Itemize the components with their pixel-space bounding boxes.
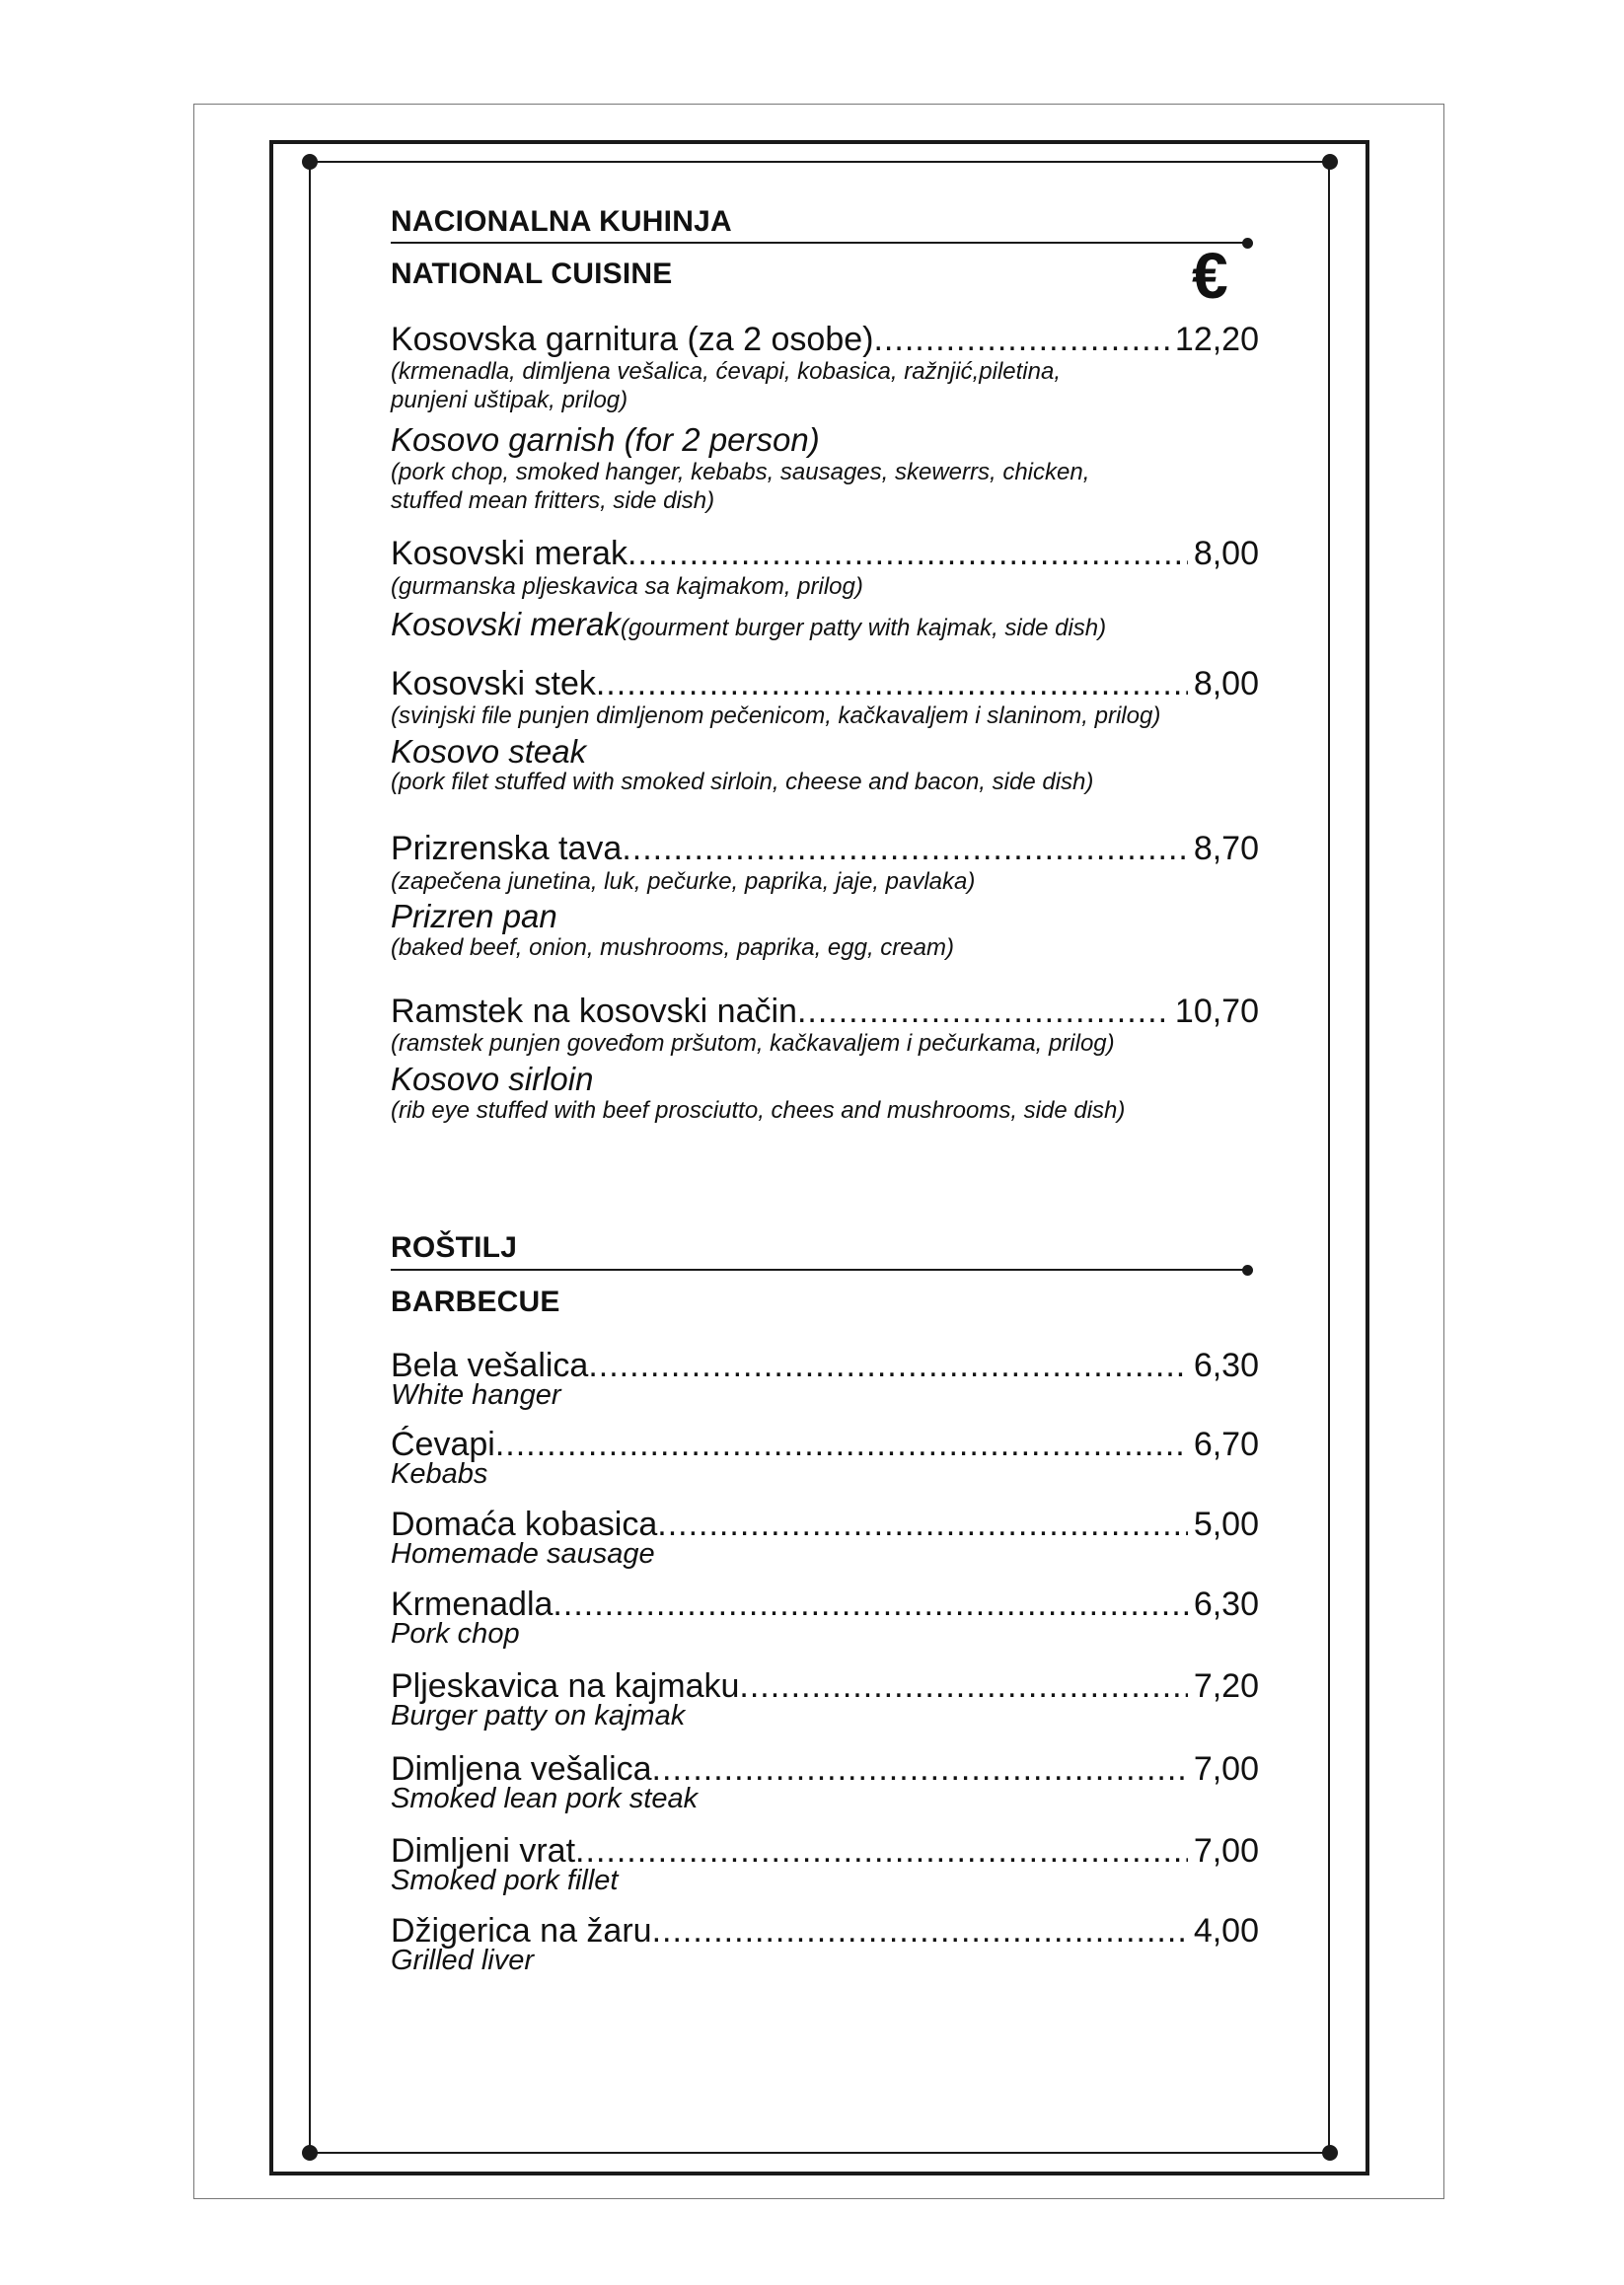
dot-leader	[627, 537, 1188, 570]
item-price: 8,00	[1193, 665, 1259, 702]
item-name: Kosovski merak	[391, 535, 627, 572]
inner-frame-bottom	[314, 2152, 1326, 2154]
item-price: 5,00	[1193, 1506, 1259, 1543]
item-name-en: Kosovo sirloin	[391, 1061, 594, 1097]
menu-item	[391, 1669, 1259, 1703]
menu-item	[391, 1834, 1259, 1868]
item-description: (krmenadla, dimljena vešalica, ćevapi, kobasica, ražnjić,piletina,	[391, 358, 1061, 385]
item-name-en-text: Kosovski merak	[391, 606, 621, 642]
dot-leader	[873, 323, 1168, 356]
section-rule-dot	[1242, 1265, 1253, 1276]
item-name-en: Prizren pan	[391, 898, 557, 934]
item-price: 10,70	[1174, 993, 1259, 1030]
section-title-national-local: NACIONALNA KUHINJA	[391, 205, 732, 238]
section-rule-national	[391, 242, 1245, 244]
corner-dot-top-left	[302, 154, 318, 170]
item-description-en: (pork filet stuffed with smoked sirloin, cheese and bacon, side dish)	[391, 769, 1094, 795]
corner-dot-bottom-left	[302, 2145, 318, 2161]
item-price: 12,20	[1174, 321, 1259, 358]
item-price: 7,20	[1193, 1667, 1259, 1705]
inner-frame-left	[309, 166, 311, 2147]
item-name-en	[391, 608, 1106, 640]
menu-item	[391, 667, 1259, 700]
menu-item	[391, 1752, 1259, 1786]
item-description: (zapečena junetina, luk, pečurke, paprika, jaje, pavlaka)	[391, 868, 976, 895]
euro-icon: €	[1192, 239, 1228, 312]
section-rule-dot	[1242, 238, 1253, 249]
dot-leader	[797, 995, 1169, 1028]
item-name: Džigerica na žaru	[391, 1912, 652, 1950]
item-description-en: (baked beef, onion, mushrooms, paprika, egg, cream)	[391, 934, 954, 961]
item-price: 7,00	[1193, 1750, 1259, 1788]
item-description: (gurmanska pljeskavica sa kajmakom, prilog)	[391, 573, 863, 600]
item-name: Krmenadla	[391, 1585, 554, 1623]
menu-item	[391, 1428, 1259, 1461]
item-name-en: Homemade sausage	[391, 1538, 655, 1570]
item-description-en: (gourment burger patty with kajmak, side dish)	[620, 615, 1107, 641]
item-description: (ramstek punjen goveđom pršutom, kačkavaljem i pečurkama, prilog)	[391, 1030, 1115, 1057]
menu-item	[391, 995, 1259, 1028]
menu-item	[391, 537, 1259, 570]
menu-item	[391, 832, 1259, 865]
item-name: Kosovski stek	[391, 665, 596, 702]
item-name: Pljeskavica na kajmaku	[391, 1667, 740, 1705]
item-price: 8,70	[1193, 830, 1259, 867]
item-name: Prizrenska tava	[391, 830, 623, 867]
item-price: 4,00	[1193, 1912, 1259, 1950]
item-description-en: stuffed mean fritters, side dish)	[391, 487, 715, 514]
item-price: 6,30	[1193, 1585, 1259, 1623]
menu-item	[391, 323, 1259, 356]
dot-leader	[652, 1752, 1188, 1786]
dot-leader	[739, 1669, 1187, 1703]
menu-item	[391, 1587, 1259, 1621]
item-price: 7,00	[1193, 1832, 1259, 1870]
item-name-en: Kebabs	[391, 1458, 488, 1490]
item-name-en: Pork chop	[391, 1618, 520, 1650]
dot-leader	[588, 1349, 1187, 1382]
menu-item	[391, 1508, 1259, 1541]
item-description: punjeni uštipak, prilog)	[391, 387, 628, 413]
corner-dot-bottom-right	[1322, 2145, 1338, 2161]
item-price: 6,30	[1193, 1347, 1259, 1384]
section-rule-barbecue	[391, 1269, 1245, 1271]
menu-item	[391, 1349, 1259, 1382]
item-description-en: (pork chop, smoked hanger, kebabs, sausages, skewerrs, chicken,	[391, 459, 1090, 485]
dot-leader	[553, 1587, 1187, 1621]
item-price: 8,00	[1193, 535, 1259, 572]
item-name: Ćevapi	[391, 1426, 495, 1463]
menu-item	[391, 1914, 1259, 1948]
dot-leader	[622, 832, 1187, 865]
item-description: (svinjski file punjen dimljenom pečenicom, kačkavaljem i slaninom, prilog)	[391, 702, 1161, 729]
item-name: Domaća kobasica	[391, 1506, 658, 1543]
item-name: Kosovska garnitura (za 2 osobe)	[391, 321, 874, 358]
dot-leader	[575, 1834, 1188, 1868]
item-name-en: White hanger	[391, 1379, 561, 1411]
section-title-barbecue-local: ROŠTILJ	[391, 1231, 518, 1264]
item-name: Dimljena vešalica	[391, 1750, 652, 1788]
item-name: Dimljeni vrat	[391, 1832, 576, 1870]
dot-leader	[596, 667, 1188, 700]
item-name: Bela vešalica	[391, 1347, 589, 1384]
inner-frame-top	[314, 161, 1326, 163]
item-price: 6,70	[1193, 1426, 1259, 1463]
item-name-en: Smoked pork fillet	[391, 1865, 619, 1896]
item-name-en: Kosovo steak	[391, 733, 587, 770]
item-name: Ramstek na kosovski način	[391, 993, 797, 1030]
inner-frame-right	[1328, 166, 1330, 2147]
section-title-national-en: NATIONAL CUISINE	[391, 258, 673, 290]
dot-leader	[652, 1914, 1188, 1948]
dot-leader	[495, 1428, 1188, 1461]
item-name-en: Burger patty on kajmak	[391, 1700, 686, 1732]
item-name-en: Kosovo garnish (for 2 person)	[391, 421, 820, 458]
dot-leader	[657, 1508, 1188, 1541]
section-title-barbecue-en: BARBECUE	[391, 1286, 560, 1318]
item-description-en: (rib eye stuffed with beef prosciutto, chees and mushrooms, side dish)	[391, 1097, 1126, 1124]
item-name-en: Smoked lean pork steak	[391, 1783, 699, 1814]
item-name-en: Grilled liver	[391, 1945, 535, 1976]
corner-dot-top-right	[1322, 154, 1338, 170]
